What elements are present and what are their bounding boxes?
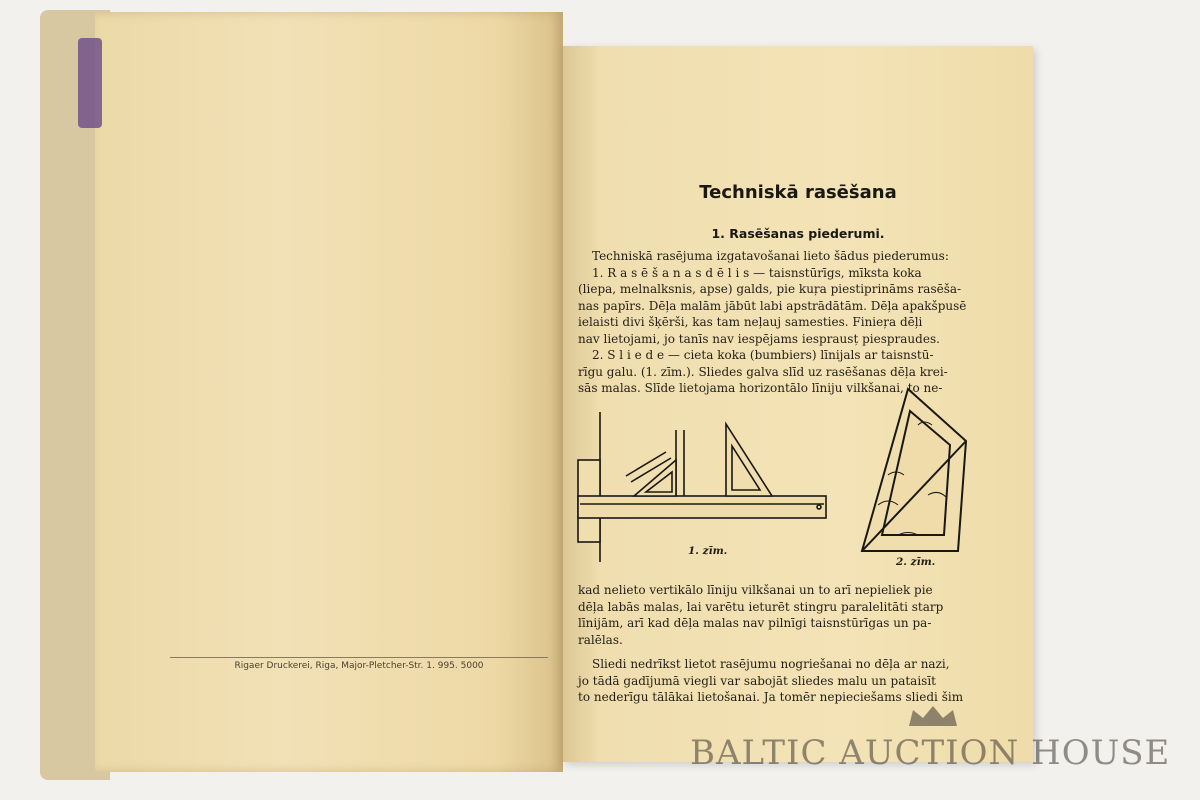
watermark-text: BALTIC AUCTION HOUSE	[690, 733, 1171, 773]
paragraph-2	[578, 582, 960, 648]
text-line: ielaisti divi šķērši, kas tam neļauj samesties. Finieŗa dēļi	[578, 315, 923, 329]
text-line: līnijām, arī kad dēļa malas nav pilnīgi taisnstūrīgas un pa-	[578, 616, 932, 630]
tsquare-blade	[578, 496, 826, 518]
section-title: 1. Rasēšanas piederumi.	[711, 226, 885, 241]
bleed-through-text	[190, 300, 520, 347]
text-line: rīgu galu. (1. zīm.). Sliedes galva slīd uz rasēšanas dēļa krei-	[578, 364, 948, 379]
text-line: nav lietojami, jo tanīs nav iespējams iesprausț piesprаudes.	[578, 331, 940, 346]
printer-rule	[170, 657, 548, 658]
left-page	[95, 12, 563, 772]
text-line: to nederīgu tālākai lietošanai. Ja tomēr nepieciešams sliedi šim	[578, 690, 964, 704]
text-line: kad nelieto vertikālo līniju vilkšanai un to arī nepieliek pie	[578, 583, 933, 597]
ink-stain	[78, 38, 102, 128]
crown-icon	[905, 704, 961, 728]
text-line: (liepa, melnalksnis, apse) galds, pie kuŗa piestiprināms rasēša-	[578, 282, 962, 296]
printer-imprint: Rigaer Druckerei, Riga, Major-Pletcher-Str. 1. 995. 5000	[234, 661, 484, 671]
text-line: Sliedi nedrīkst lietot rasējumu nogriešanai no dēļa ar nazi,	[592, 657, 950, 671]
figure-1-caption: 1. zīm.	[688, 545, 728, 557]
text-line: ralēlas.	[578, 632, 623, 647]
text-line: jo tādā gadījumā viegli var sabojāt sliedes malu un pataisīt	[578, 673, 936, 688]
triangle-large	[726, 424, 772, 496]
text-line: 1. R a s ē š a n a s d ē l i s — taisnstūrīgs, mīksta koka	[592, 265, 922, 280]
text-line: dēļa labās malas, lai varētu ieturēt stingru paralelitāti starp	[578, 599, 944, 614]
paragraph-1	[578, 248, 967, 397]
text-line: Techniskā rasējuma izgatavošanai lieto šādus piederumus:	[592, 249, 949, 263]
text-line: nas papīrs. Dēļa malām jābūt labi apstrādātām. Dēļa apakšpusē	[578, 298, 967, 313]
page-title: Techniskā rasēšana	[699, 182, 897, 203]
paragraph-3	[578, 656, 964, 706]
figure-2-drawing	[858, 385, 970, 555]
text-line: sās malas. Slīde lietojama horizontālo līniju vilkšanai, to ne-	[578, 381, 943, 395]
figure-2-caption: 2. zīm.	[896, 556, 936, 568]
figure-1-drawing	[576, 412, 832, 562]
triangle-small	[634, 460, 676, 496]
text-line: 2. S l i e d e — cieta koka (bumbiers) līnijals ar taisnstū-	[592, 348, 934, 362]
